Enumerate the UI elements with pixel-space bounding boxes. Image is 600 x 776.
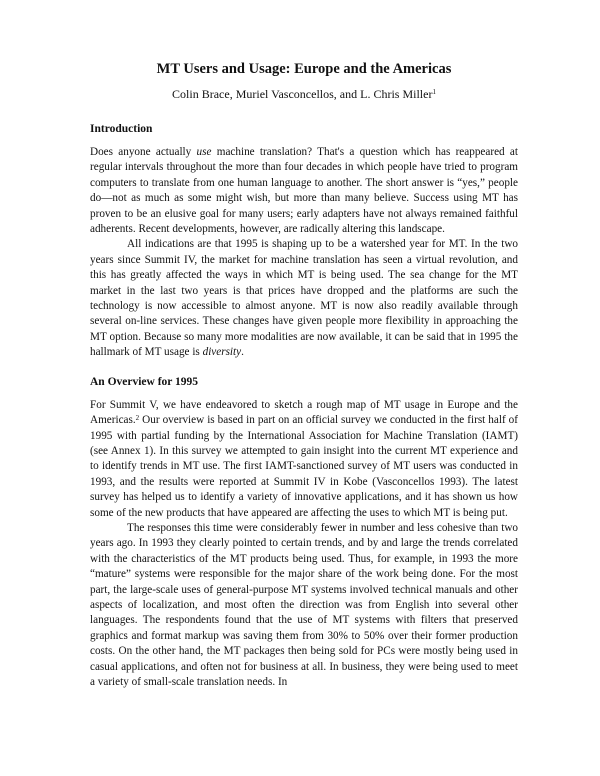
footnote-marker: 2	[135, 414, 140, 423]
intro-paragraph-1	[90, 145, 518, 237]
paragraph-emphasis: diversity	[202, 346, 242, 359]
intro-paragraph-2	[90, 237, 518, 360]
paragraph-emphasis: use	[196, 146, 212, 158]
paragraph-text: All indications are that 1995 is shaping up to be a watershed year for MT. In the two years since Summit IV, the market for machine translation has seen a virtual revolution, and this has greatly affected the ways in which MT is being used. The sea change for the MT market in the last two years is that prices have dropped and the platforms are such the technology is now accessible to almost anyone. MT is now also readily available through several on-line services. These changes have given people more flexibility in approaching the MT option. Because so many more modalities are now available, it can be said that in 1995 the hallmark of MT usage is	[90, 238, 518, 359]
overview-paragraph-1	[90, 398, 518, 521]
paragraph-text: The responses this time were considerably fewer in number and less cohesive than two years ago. In 1993 they clearly pointed to certain trends, and by and large the trends correlated with the characteristics of the MT products being used. Thus, for example, in 1993 the more “mature” systems were responsible for the major share of the work being done. For the most part, the large-scale uses of general-purpose MT systems involved technical manuals and other aspects of localization, and most often the direction was from English into several other languages. The respondents found that the use of MT systems with filters that preserved graphics and format markup was saving them from 30% to 50% over their former production costs. On the other hand, the MT packages then being sold for PCs were mostly being used in casual applications, and often not for business at all. In business, they were being used to meet a variety of small-scale translation needs. In	[90, 521, 518, 688]
paragraph-text: Our overview is based in part on an official survey we conducted in the first half of 1995 with partial funding by the International Association for Machine Translation (IAMT) (see Annex 1). In this survey we attempted to gain insight into the current MT experience and to identify trends in MT use. The first IAMT-sanctioned survey of MT users was conducted in 1993, and the results were reported at Summit IV in Kobe (Vasconcellos 1993). The latest survey has helped us to identify a variety of innovative applications, and it has shown us how some of the new products that have appeared are affecting the uses to which MT is being put.	[90, 414, 518, 519]
paper-page	[90, 60, 518, 690]
overview-paragraph-2	[90, 521, 518, 690]
author-line	[90, 86, 518, 102]
section-heading-introduction: Introduction	[90, 123, 153, 135]
paragraph-text: For Summit V, we have endeavored to sketch a rough map of MT usage in Europe and the Americas.	[90, 398, 518, 427]
author-footnote-marker: 1	[432, 88, 436, 96]
paragraph-text: machine translation? That's a question which has reappeared at regular intervals throughout the more than four decades in which people have tried to program computers to translate from one human language to another. The short answer is “yes,” people do—not as much as some might wish, but more than many believe. Success using MT has proven to be an elusive goal for many users; early adapters have not always remained faithful adherents. Recent developments, however, are radically altering this landscape.	[90, 146, 518, 236]
section-heading-overview: An Overview for 1995	[90, 375, 199, 388]
paper-title: MT Users and Usage: Europe and the Americas	[156, 61, 452, 77]
paragraph-text: .	[241, 346, 244, 359]
paragraph-text: Does anyone actually	[90, 146, 197, 158]
author-names: Colin Brace, Muriel Vasconcellos, and L. Chris Miller	[172, 87, 433, 101]
